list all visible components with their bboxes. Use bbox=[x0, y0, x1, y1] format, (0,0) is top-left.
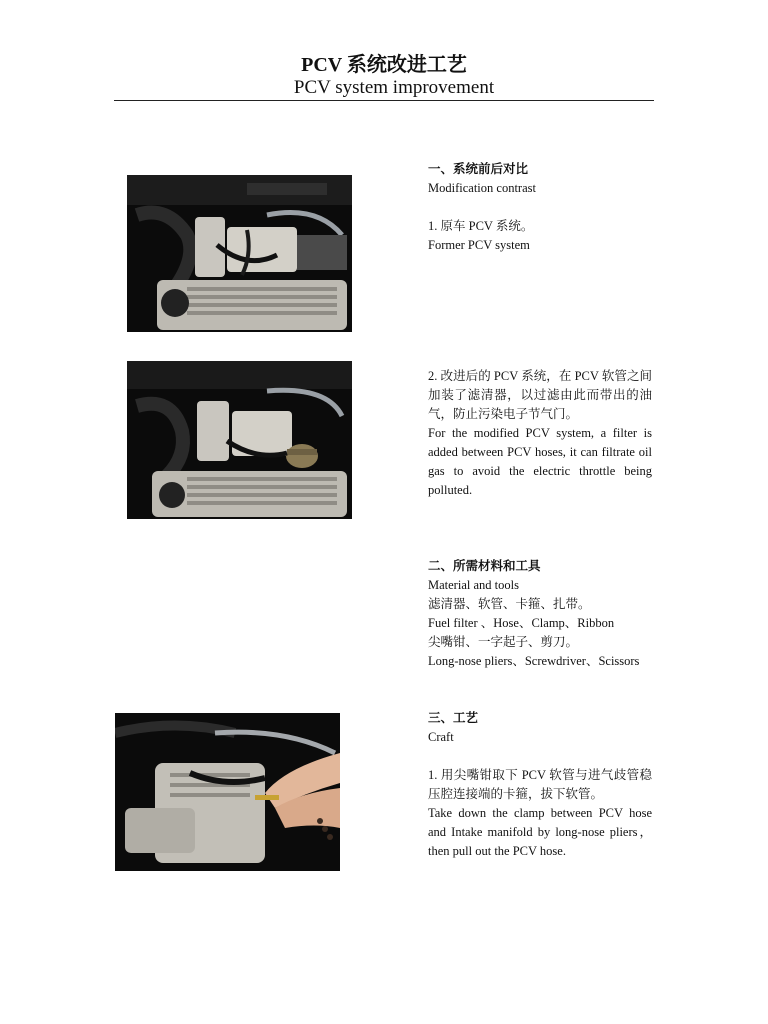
step1-cn: 1. 原车 PCV 系统。 bbox=[428, 219, 534, 233]
section2-text bbox=[428, 557, 652, 671]
materials-cn: 滤清器、软管、卡箍、扎带。 bbox=[428, 597, 591, 611]
step2-en: For the modified PCV system, a filter is added between PCV hoses, it can filtrate oil gas to avoid the electric throttle being polluted. bbox=[428, 426, 652, 497]
page-title-cn: PCV 系统改进工艺 bbox=[301, 54, 467, 76]
section1-step2-text bbox=[428, 367, 652, 500]
clamp-removal-photo bbox=[115, 713, 340, 871]
tools-cn: 尖嘴钳、一字起子、剪刀。 bbox=[428, 635, 579, 649]
engine-photo-modified bbox=[127, 361, 352, 519]
tools-en: Long-nose pliers、Screwdriver、Scissors bbox=[428, 654, 640, 668]
step1-en: Former PCV system bbox=[428, 238, 530, 252]
section3-heading-en: Craft bbox=[428, 730, 454, 744]
page-title-en: PCV system improvement bbox=[293, 77, 495, 98]
section1-heading-en: Modification contrast bbox=[428, 181, 536, 195]
title-rule bbox=[114, 100, 654, 101]
craft-step1-en: Take down the clamp between PCV hose and Intake manifold by long-nose pliers，then pull out the PCV hose. bbox=[428, 806, 652, 858]
section3-heading-cn: 三、工艺 bbox=[428, 711, 479, 725]
step2-cn: 2. 改进后的 PCV 系统，在 PCV 软管之间加装了滤清器，以过滤由此而带出的油气，防止污染电子节气门。 bbox=[428, 369, 652, 421]
craft-step1-cn: 1. 用尖嘴钳取下 PCV 软管与进气歧管稳压腔连接端的卡箍，拔下软管。 bbox=[428, 768, 652, 801]
section2-heading-en: Material and tools bbox=[428, 578, 519, 592]
engine-photo-original bbox=[127, 175, 352, 332]
section2-heading-cn: 二、所需材料和工具 bbox=[428, 559, 541, 573]
section1-text bbox=[428, 160, 652, 255]
materials-en: Fuel filter 、Hose、Clamp、Ribbon bbox=[428, 616, 615, 630]
section1-heading-cn: 一、系统前后对比 bbox=[428, 162, 529, 176]
section3-text bbox=[428, 709, 652, 861]
